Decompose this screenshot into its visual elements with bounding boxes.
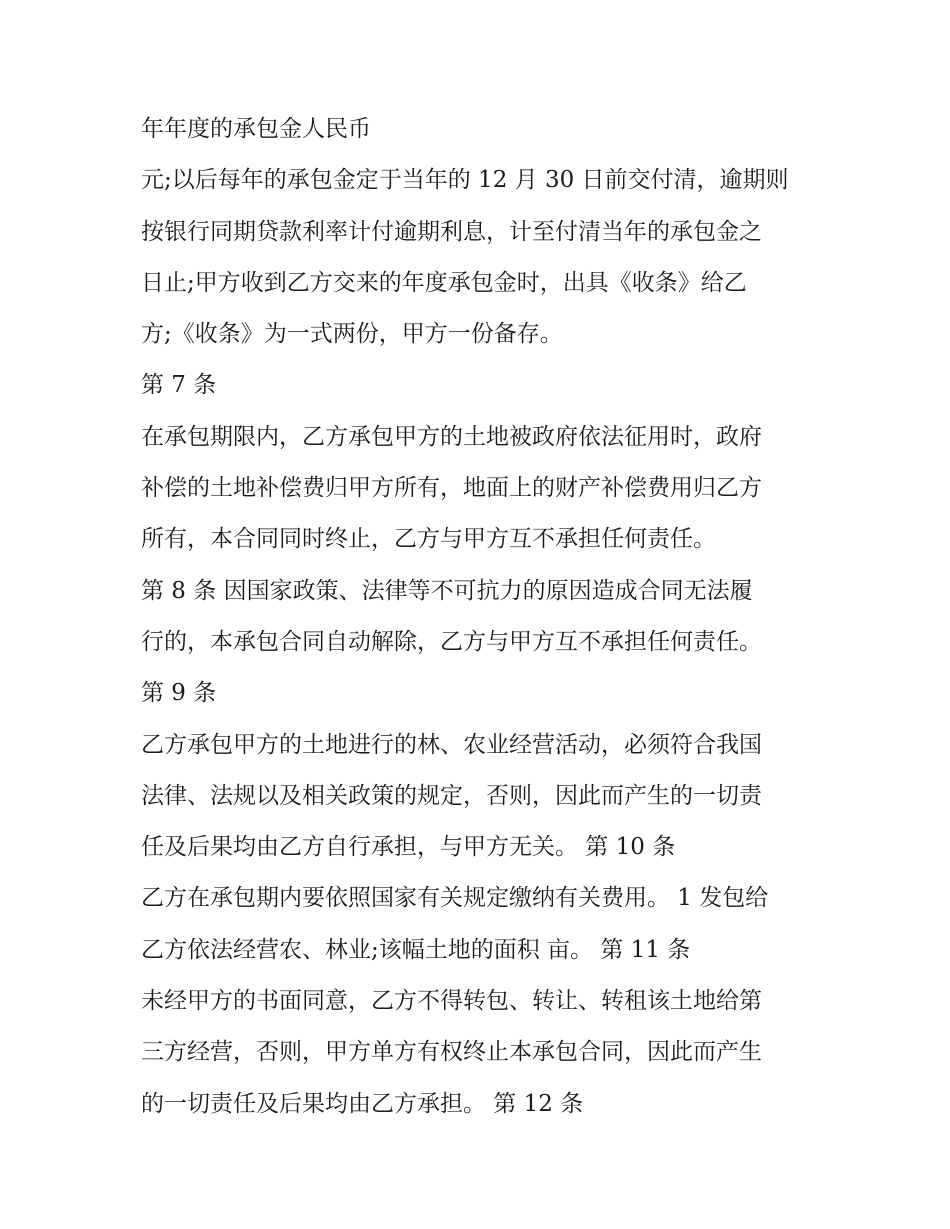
text-line: 乙方依法经营农、林业;该幅土地的面积 亩。 第 11 条 <box>141 936 691 963</box>
text-line: 补偿的土地补偿费归甲方所有，地面上的财产补偿费用归乙方 <box>141 475 762 502</box>
text-line: 的一切责任及后果均由乙方承担。 第 12 条 <box>141 1090 584 1117</box>
text-line: 按银行同期贷款利率计付逾期利息，计至付清当年的承包金之 <box>141 218 762 245</box>
text-line: 法律、法规以及相关政策的规定，否则，因此而产生的一切责 <box>141 782 762 809</box>
text-line: 行的，本承包合同自动解除，乙方与甲方互不承担任何责任。 <box>141 628 762 655</box>
document-body <box>141 110 821 1136</box>
text-line: 乙方在承包期内要依照国家有关规定缴纳有关费用。 1 发包给 <box>141 885 769 912</box>
text-line: 所有，本合同同时终止，乙方与甲方互不承担任何责任。 <box>141 526 716 553</box>
text-line: 日止;甲方收到乙方交来的年度承包金时，出具《收条》给乙 <box>141 269 747 296</box>
text-line: 元;以后每年的承包金定于当年的 12 月 30 日前交付清，逾期则 <box>141 167 789 194</box>
article-heading-7: 第 7 条 <box>141 372 217 399</box>
text-line: 乙方承包甲方的土地进行的林、农业经营活动，必须符合我国 <box>141 731 762 758</box>
article-line-8: 第 8 条 因国家政策、法律等不可抗力的原因造成合同无法履 <box>141 577 753 604</box>
text-line: 方;《收条》为一式两份，甲方一份备存。 <box>141 321 563 348</box>
text-line: 任及后果均由乙方自行承担，与甲方无关。 第 10 条 <box>141 834 676 861</box>
text-line: 在承包期限内，乙方承包甲方的土地被政府依法征用时，政府 <box>141 423 762 450</box>
text-line: 三方经营，否则，甲方单方有权终止本承包合同，因此而产生 <box>141 1039 762 1066</box>
text-line: 未经甲方的书面同意，乙方不得转包、转让、转租该土地给第 <box>141 988 762 1015</box>
text-line: 年年度的承包金人民币 <box>141 116 371 142</box>
article-heading-9: 第 9 条 <box>141 680 217 707</box>
